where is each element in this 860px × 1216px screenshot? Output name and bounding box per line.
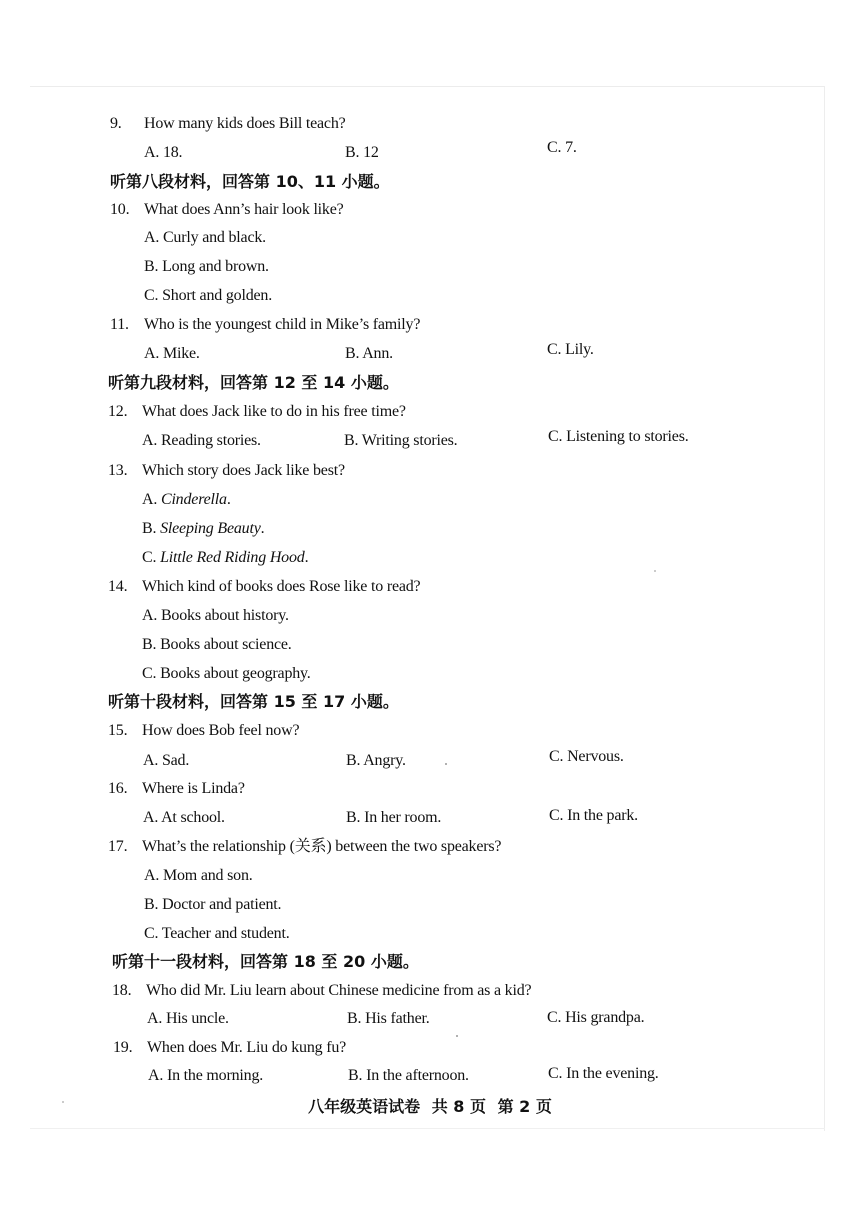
option-b[interactable]: B. In her room.	[346, 809, 442, 826]
question-18	[112, 981, 531, 1001]
question-text: How does Bob feel now?	[142, 722, 300, 739]
question-text: What does Ann’s hair look like?	[144, 201, 344, 218]
scan-speck	[654, 570, 656, 572]
option-b[interactable]: B. Long and brown.	[144, 258, 269, 275]
question-19	[113, 1038, 346, 1058]
option-b[interactable]: B. Angry.	[346, 752, 406, 769]
scan-speck	[445, 763, 447, 765]
option-a[interactable]: A. His uncle.	[147, 1010, 229, 1027]
question-14	[108, 577, 420, 597]
scan-speck	[62, 1101, 64, 1103]
question-16	[108, 779, 245, 799]
option-c[interactable]: C. Books about geography.	[142, 665, 311, 682]
option-a[interactable]: A. In the morning.	[148, 1067, 264, 1084]
question-number: 15.	[108, 722, 128, 739]
question-number: 19.	[113, 1039, 133, 1056]
option-c[interactable]: C. Teacher and student.	[144, 925, 290, 942]
option-letter: C.	[142, 549, 157, 566]
option-b[interactable]: B. In the afternoon.	[348, 1067, 469, 1084]
option-b[interactable]: B. 12	[345, 144, 379, 161]
option-a[interactable]: A. 18.	[144, 144, 183, 161]
option-a[interactable]: A. Mom and son.	[144, 867, 253, 884]
option-c[interactable]: C. Little Red Riding Hood.	[142, 549, 309, 566]
question-13	[108, 461, 345, 481]
question-number: 13.	[108, 462, 128, 479]
question-text: Who did Mr. Liu learn about Chinese medicine from as a kid?	[146, 982, 532, 999]
option-c[interactable]: C. 7.	[547, 139, 577, 156]
option-title: Sleeping Beauty	[160, 520, 261, 537]
footer-total-pages: 共 8 页	[431, 1097, 486, 1116]
question-15	[108, 721, 299, 741]
option-a[interactable]: A. Mike.	[144, 345, 200, 362]
scan-edge-right	[824, 86, 825, 1131]
scan-edge-top	[30, 86, 825, 87]
question-number: 10.	[110, 201, 130, 218]
option-c[interactable]: C. Short and golden.	[144, 287, 272, 304]
option-c[interactable]: C. Nervous.	[549, 748, 624, 765]
option-b[interactable]: B. Ann.	[345, 345, 393, 362]
option-title: Little Red Riding Hood	[160, 549, 305, 566]
question-text: What’s the relationship (关系) between the two speakers?	[142, 838, 502, 855]
question-9	[110, 114, 346, 134]
question-number: 14.	[108, 578, 128, 595]
option-a[interactable]: A. Books about history.	[142, 607, 289, 624]
option-title: Cinderella	[160, 491, 227, 508]
question-11	[110, 315, 420, 335]
question-text: How many kids does Bill teach?	[144, 115, 346, 132]
section-9-instruction: 听第九段材料，回答第 12 至 14 小题。	[108, 373, 399, 392]
page-footer	[0, 1094, 860, 1117]
option-b[interactable]: B. Doctor and patient.	[144, 896, 282, 913]
question-text: Who is the youngest child in Mike’s family?	[144, 316, 421, 333]
question-number: 17.	[108, 838, 128, 855]
question-number: 16.	[108, 780, 128, 797]
question-text: Which kind of books does Rose like to read?	[142, 578, 421, 595]
section-10-instruction: 听第十段材料，回答第 15 至 17 小题。	[108, 692, 399, 711]
option-b[interactable]: B. His father.	[347, 1010, 430, 1027]
footer-title: 八年级英语试卷	[308, 1097, 421, 1116]
section-8-instruction: 听第八段材料，回答第 10、11 小题。	[110, 172, 390, 191]
question-17	[108, 837, 501, 857]
footer-page-number: 第 2 页	[497, 1097, 552, 1116]
question-number: 18.	[112, 982, 132, 999]
question-text: What does Jack like to do in his free time?	[142, 403, 406, 420]
scan-speck	[456, 1035, 458, 1037]
option-b[interactable]: B. Writing stories.	[344, 432, 458, 449]
option-letter: B.	[142, 520, 157, 537]
question-text: Where is Linda?	[142, 780, 245, 797]
question-number: 9.	[110, 115, 122, 132]
question-number: 11.	[110, 316, 129, 333]
option-b[interactable]: B. Sleeping Beauty.	[142, 520, 265, 537]
option-b[interactable]: B. Books about science.	[142, 636, 292, 653]
option-c[interactable]: C. Lily.	[547, 341, 594, 358]
question-number: 12.	[108, 403, 128, 420]
option-c[interactable]: C. In the evening.	[548, 1065, 659, 1082]
question-10	[110, 200, 344, 220]
option-c[interactable]: C. His grandpa.	[547, 1009, 645, 1026]
option-a[interactable]: A. Curly and black.	[144, 229, 266, 246]
section-11-instruction: 听第十一段材料，回答第 18 至 20 小题。	[112, 952, 419, 971]
option-a[interactable]: A. Reading stories.	[142, 432, 261, 449]
scan-edge-bottom	[30, 1128, 825, 1129]
question-text: When does Mr. Liu do kung fu?	[147, 1039, 347, 1056]
option-letter: A.	[142, 491, 158, 508]
question-text: Which story does Jack like best?	[142, 462, 345, 479]
option-a[interactable]: A. Cinderella.	[142, 491, 231, 508]
option-c[interactable]: C. Listening to stories.	[548, 428, 689, 445]
option-a[interactable]: A. At school.	[143, 809, 225, 826]
option-a[interactable]: A. Sad.	[143, 752, 190, 769]
option-c[interactable]: C. In the park.	[549, 807, 638, 824]
question-12	[108, 402, 406, 422]
